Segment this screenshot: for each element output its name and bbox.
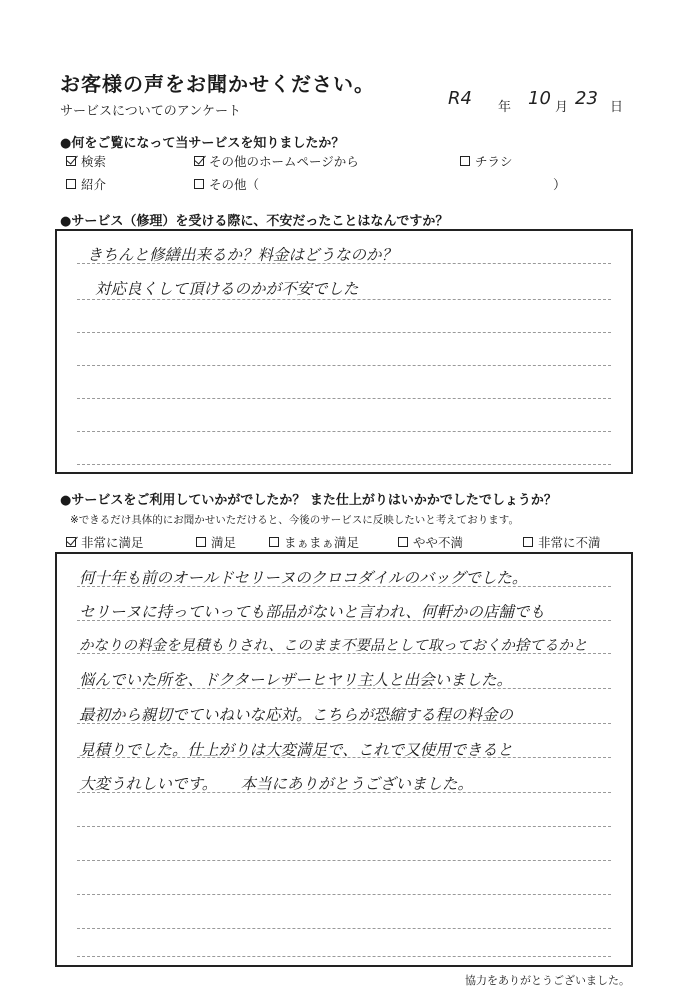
rating-label: やや不満: [413, 535, 464, 550]
q2-answer-box[interactable]: [55, 229, 633, 474]
q3-answer-line: 最初から親切でていねいな応対。こちらが恐縮する程の料金の: [79, 706, 514, 724]
checkbox[interactable]: [460, 156, 470, 166]
q2-answer-line: きちんと修繕出来るか？料金はどうなのか？: [87, 246, 398, 264]
q1-option-flyer[interactable]: [460, 152, 513, 170]
checkbox[interactable]: [66, 156, 76, 166]
q1-option-other-homepage[interactable]: [194, 152, 359, 170]
checkbox[interactable]: [196, 537, 206, 547]
q2-answer-line: 対応良くして頂けるのかが不安でした: [95, 280, 359, 298]
checkbox[interactable]: [194, 179, 204, 189]
option-label: 紹介: [81, 177, 107, 192]
checkbox[interactable]: [66, 179, 76, 189]
rating-satisfied[interactable]: [196, 533, 236, 551]
checkbox[interactable]: [398, 537, 408, 547]
checkbox[interactable]: [66, 537, 76, 547]
checkbox[interactable]: [523, 537, 533, 547]
page-subtitle: サービスについてのアンケート: [60, 104, 241, 119]
rating-label: まぁまぁ満足: [284, 535, 360, 550]
rating-label: 非常に満足: [81, 535, 144, 550]
q1-other-close-paren: ）: [553, 178, 567, 193]
rating-somewhat-dissatisfied[interactable]: [398, 533, 463, 551]
q1-question: ●何をご覧になって当サービスを知りましたか？: [60, 136, 345, 151]
rating-label: 満足: [211, 535, 237, 550]
q3-answer-line: セリーヌに持っていっても部品がないと言われ、何軒かの店舗でも: [79, 603, 545, 621]
q3-note: ※できるだけ具体的にお聞かせいただけると、今後のサービスに反映したいと考えております。: [70, 514, 519, 526]
footer-thanks: 協力をありがとうございました。: [465, 974, 630, 987]
date-year-value: R4: [448, 88, 472, 109]
option-label: チラシ: [475, 154, 513, 169]
checkbox[interactable]: [269, 537, 279, 547]
date-year-unit: 年: [498, 100, 512, 115]
q3-answer-line: 見積りでした。仕上がりは大変満足で、これで又使用できると: [79, 741, 513, 759]
q3-answer-line: かなりの料金を見積もりされ、このまま不要品として取っておくか捨てるかと: [79, 638, 588, 654]
date-day-value: 23: [575, 88, 598, 109]
date-month-value: 10: [528, 88, 551, 109]
q1-option-referral[interactable]: [66, 175, 106, 193]
rating-very-satisfied[interactable]: [66, 533, 144, 551]
checkbox[interactable]: [194, 156, 204, 166]
q1-option-search[interactable]: [66, 152, 106, 170]
q3-answer-line: 悩んでいた所を、ドクターレザーヒヤリ主人と出会いました。: [79, 671, 513, 689]
q3-answer-box[interactable]: [55, 552, 633, 967]
q1-option-other[interactable]: [194, 175, 259, 193]
option-label: その他（: [209, 177, 260, 192]
option-label: 検索: [81, 154, 107, 169]
q3-answer-line: 何十年も前のオールドセリーヌのクロコダイルのバッグでした。: [79, 569, 528, 587]
rating-very-dissatisfied[interactable]: [523, 533, 601, 551]
date-month-unit: 月: [555, 100, 569, 115]
rating-somewhat-satisfied[interactable]: [269, 533, 359, 551]
q3-question: ●サービスをご利用していかがでしたか？ また仕上がりはいかかでしたでしょうか？: [60, 493, 557, 508]
page-title: お客様の声をお聞かせください。: [60, 72, 375, 96]
q2-question: ●サービス（修理）を受ける際に、不安だったことはなんですか？: [60, 214, 449, 229]
q3-answer-line: 大変うれしいです。 本当にありがとうございました。: [79, 775, 474, 793]
date-day-unit: 日: [610, 100, 624, 115]
rating-label: 非常に不満: [538, 535, 601, 550]
option-label: その他のホームページから: [209, 154, 359, 169]
